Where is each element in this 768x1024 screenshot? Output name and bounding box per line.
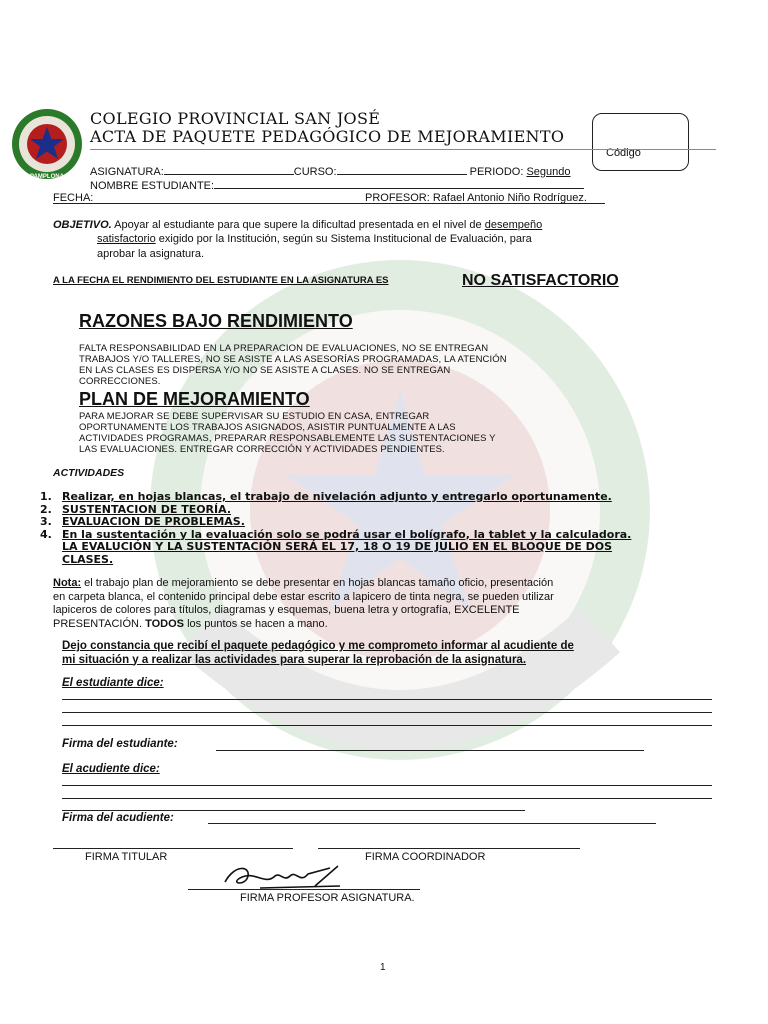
activities-list	[40, 491, 720, 566]
guardian-comment-line[interactable]	[62, 785, 712, 786]
reasons-line: CORRECCIONES.	[79, 376, 161, 387]
performance-statement: A LA FECHA EL RENDIMIENTO DEL ESTUDIANTE EN LA ASIGNATURA ES	[53, 275, 389, 286]
activity-dates: LA EVALUCIÓN Y LA SUSTENTACIÓN SERÁ EL 17, 18 O 19 DE JULIO EN EL BLOQUE DE DOS	[62, 540, 613, 553]
plan-line: ACTIVIDADES PROGRAMAS, PREPARAR RESPONSABLEMENTE LAS SUSTENTACIONES Y	[79, 433, 496, 444]
reasons-line: FALTA RESPONSABILIDAD EN LA PREPARACION DE EVALUACIONES, NO SE ENTREGAN	[79, 343, 489, 354]
commitment-block	[62, 640, 722, 667]
activity-item: 2. SUSTENTACION DE TEORÍA.	[40, 502, 232, 516]
guardian-comment-line[interactable]	[62, 810, 525, 811]
student-comment-line[interactable]	[62, 699, 712, 700]
coordinator-signature-line[interactable]	[318, 848, 580, 849]
page-number: 1	[380, 962, 386, 973]
note-label: Nota:	[53, 577, 82, 589]
activity-item: 4. En la sustentación y la evaluación solo se podrá usar el bolígrafo, la tablet y la calculadora.	[40, 527, 632, 541]
activity-dates-2: CLASES.	[62, 552, 114, 566]
commitment-line: mi situación y a realizar las actividades para superar la reprobación de la asignatura.	[62, 653, 527, 666]
plan-line: LAS EVALUACIONES. ENTREGAR CORRECCIÓN Y ACTIVIDADES PENDIENTES.	[79, 444, 445, 455]
performance-result: NO SATISFACTORIO	[462, 272, 619, 289]
activities-title: ACTIVIDADES	[53, 467, 125, 479]
objective-block	[53, 218, 703, 233]
plan-text	[79, 411, 619, 455]
periodo-label: PERIODO:	[469, 166, 524, 178]
objective-underlined-2: satisfactorio	[97, 233, 156, 245]
student-signature-line[interactable]	[216, 750, 644, 751]
document-title: ACTA DE PAQUETE PEDAGÓGICO DE MEJORAMIENTO	[90, 127, 565, 146]
note-line: lapiceros de colores para títulos, diagramas y esquemas, buena letra y ortografía, EXCELENTE	[53, 604, 520, 616]
note-emphasis: TODOS	[145, 617, 185, 630]
school-logo	[10, 107, 84, 181]
reasons-line: TRABAJOS Y/O TALLERES, NO SE ASISTE A LAS ASESORÍAS PROGRAMADAS, LA ATENCIÓN	[79, 354, 507, 365]
profesor-field: PROFESOR: Rafael Antonio Niño Rodríguez.	[365, 192, 587, 204]
plan-line: OPORTUNAMENTE LOS TRABAJOS ASIGNADOS, ASISTIR PUNTUALMENTE A LAS	[79, 422, 456, 433]
reasons-text	[79, 343, 619, 387]
fecha-label: FECHA:	[53, 192, 94, 204]
objective-underlined-1: desempeño	[484, 219, 543, 231]
code-box	[592, 113, 689, 171]
teacher-signature-label: FIRMA PROFESOR ASIGNATURA.	[240, 892, 415, 904]
note-line: en carpeta blanca, el contenido principal debe estar escrito a lapicero de tinta negra, se pueden utilizar	[53, 590, 554, 603]
objective-label: OBJETIVO.	[53, 219, 112, 231]
note-line: el trabajo plan de mejoramiento se debe presentar en hojas blancas tamaño oficio, presentación	[81, 577, 554, 589]
guardian-signature-label: Firma del acudiente:	[62, 812, 174, 824]
note-block	[53, 577, 714, 631]
school-name: COLEGIO PROVINCIAL SAN JOSÉ	[90, 109, 381, 128]
student-signature-label: Firma del estudiante:	[62, 738, 178, 750]
guardian-says-label: El acudiente dice:	[62, 763, 160, 775]
student-says-label: El estudiante dice:	[62, 677, 164, 689]
student-comment-line[interactable]	[62, 712, 712, 713]
header-divider	[90, 149, 716, 150]
estudiante-label: NOMBRE ESTUDIANTE:	[90, 180, 215, 192]
objective-text: Apoyar al estudiante para que supere la dificultad presentada en el nivel de	[111, 219, 485, 231]
objective-line-2	[97, 233, 707, 245]
note-line: PRESENTACIÓN.	[53, 617, 146, 630]
note-line: los puntos se hacen a mano.	[184, 617, 328, 630]
periodo-value: Segundo	[526, 166, 571, 178]
estudiante-field	[90, 178, 584, 192]
titular-label: FIRMA TITULAR	[85, 851, 168, 863]
plan-line: PARA MEJORAR SE DEBE SUPERVISAR SU ESTUDIO EN CASA, ENTREGAR	[79, 411, 430, 422]
guardian-signature-line[interactable]	[208, 823, 656, 824]
reasons-title: RAZONES BAJO RENDIMIENTO	[79, 311, 353, 331]
teacher-signature-line[interactable]	[188, 889, 420, 890]
asignatura-field	[90, 164, 571, 178]
titular-signature-line[interactable]	[53, 848, 293, 849]
coordinator-label: FIRMA COORDINADOR	[365, 851, 486, 863]
guardian-comment-line[interactable]	[62, 798, 712, 799]
student-comment-line[interactable]	[62, 725, 712, 726]
objective-line-3: aprobar la asignatura.	[97, 248, 205, 260]
activity-item: 3. EVALUACION DE PROBLEMAS.	[40, 515, 245, 528]
code-label: Código	[606, 147, 641, 159]
commitment-line: Dejo constancia que recibí el paquete pedagógico y me comprometo informar al acudiente de	[62, 640, 574, 652]
plan-title: PLAN DE MEJORAMIENTO	[79, 389, 310, 409]
handwritten-signature	[220, 862, 350, 892]
svg-text:PAMPLONA: PAMPLONA	[30, 174, 64, 180]
curso-label: CURSO:	[293, 166, 337, 178]
objective-text-b: exigido por la Institución, según su Sistema Institucional de Evaluación, para	[155, 233, 532, 245]
activity-item: 1. Realizar, en hojas blancas, el trabajo de nivelación adjunto y entregarlo oportunamente.	[40, 490, 612, 503]
reasons-line: EN LAS CLASES ES DISPERSA Y/O NO SE ASISTE A CLASES. NO SE ENTREGAN	[79, 365, 451, 376]
asignatura-label: ASIGNATURA:	[90, 166, 164, 178]
